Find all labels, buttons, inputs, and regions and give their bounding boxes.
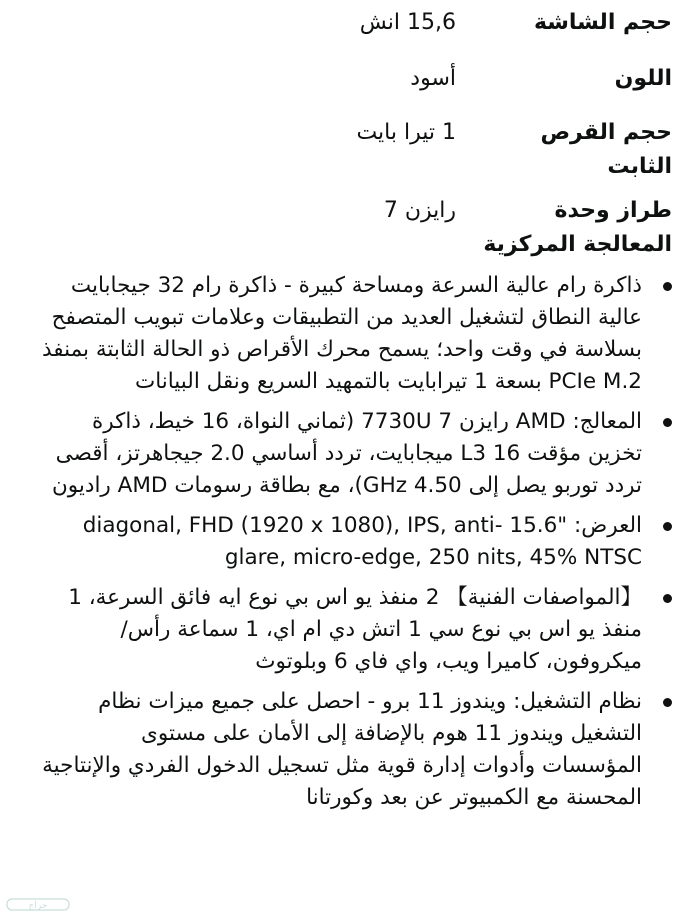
list-item: [0, 510, 700, 574]
list-item: [0, 582, 700, 678]
spec-row-color: [0, 62, 700, 96]
spec-value: رايزن 7: [383, 198, 456, 223]
bullet-icon: [663, 522, 672, 531]
spec-value: 1 تيرا بايت: [356, 120, 456, 145]
spec-label: اللون: [614, 66, 672, 91]
spec-label: حجم القرص الثابت: [540, 120, 672, 179]
spec-label: حجم الشاشة: [533, 10, 672, 35]
feature-bullets: [0, 270, 700, 822]
bullet-text: 【المواصفات الفنية】 2 منفذ يو اس بي نوع ايه فائق السرعة، 1 منفذ يو اس بي نوع سي 1 اتش دي ام اي، 1 سماعة رأس/ميكروفون، كاميرا ويب، واي فاي 6 وبلوتوث: [68, 585, 642, 674]
specs-table: [0, 6, 700, 262]
bullet-icon: [663, 594, 672, 603]
bullet-text: المعالج: AMD رايزن 7 7730U (ثماني النواة، 16 خيط، ذاكرة تخزين مؤقت L3 16 ميجابايت، تردد أساسي 2.0 جيجاهرتز، أقصى تردد توربو يصل إلى GHz 4.50)، مع بطاقة رسومات AMD راديون: [52, 409, 642, 498]
spec-row-screen-size: [0, 6, 700, 40]
bullet-icon: [663, 282, 672, 291]
list-item: [0, 686, 700, 814]
spec-label: طراز وحدة المعالجة المركزية: [483, 198, 672, 257]
bullet-text: العرض: "15.6 diagonal, FHD (1920 x 1080), IPS, anti-glare, micro-edge, 250 nits, 45% NTSC: [82, 513, 642, 570]
spec-row-cpu-model: [0, 194, 700, 262]
list-item: [0, 406, 700, 502]
bullet-icon: [663, 418, 672, 427]
spec-row-hard-disk: [0, 116, 700, 184]
bullet-icon: [663, 698, 672, 707]
spec-value: أسود: [410, 66, 456, 91]
haraj-watermark-logo: [6, 896, 70, 912]
bullet-text: ذاكرة رام عالية السرعة ومساحة كبيرة - ذاكرة رام 32 جيجابايت عالية النطاق لتشغيل العديد من التطبيقات وعلامات تبويب المتصفح بسلاسة في وقت واحد؛ يسمح محرك الأقراص ذو الحالة الثابتة بمنفذ PCIe M.2 بسعة 1 تيرابايت بالتمهيد السريع ونقل البيانات: [41, 273, 642, 394]
list-item: [0, 270, 700, 398]
svg-text:حراج: حراج: [28, 901, 48, 911]
spec-value: 15,6 انش: [359, 10, 456, 35]
bullet-text: نظام التشغيل: ويندوز 11 برو - احصل على جميع ميزات نظام التشغيل ويندوز 11 هوم بالإضافة إلى الأمان على مستوى المؤسسات وأدوات إدارة قوية مثل تسجيل الدخول الفردي والإنتاجية المحسنة مع الكمبيوتر عن بعد وكورتانا: [42, 689, 642, 810]
